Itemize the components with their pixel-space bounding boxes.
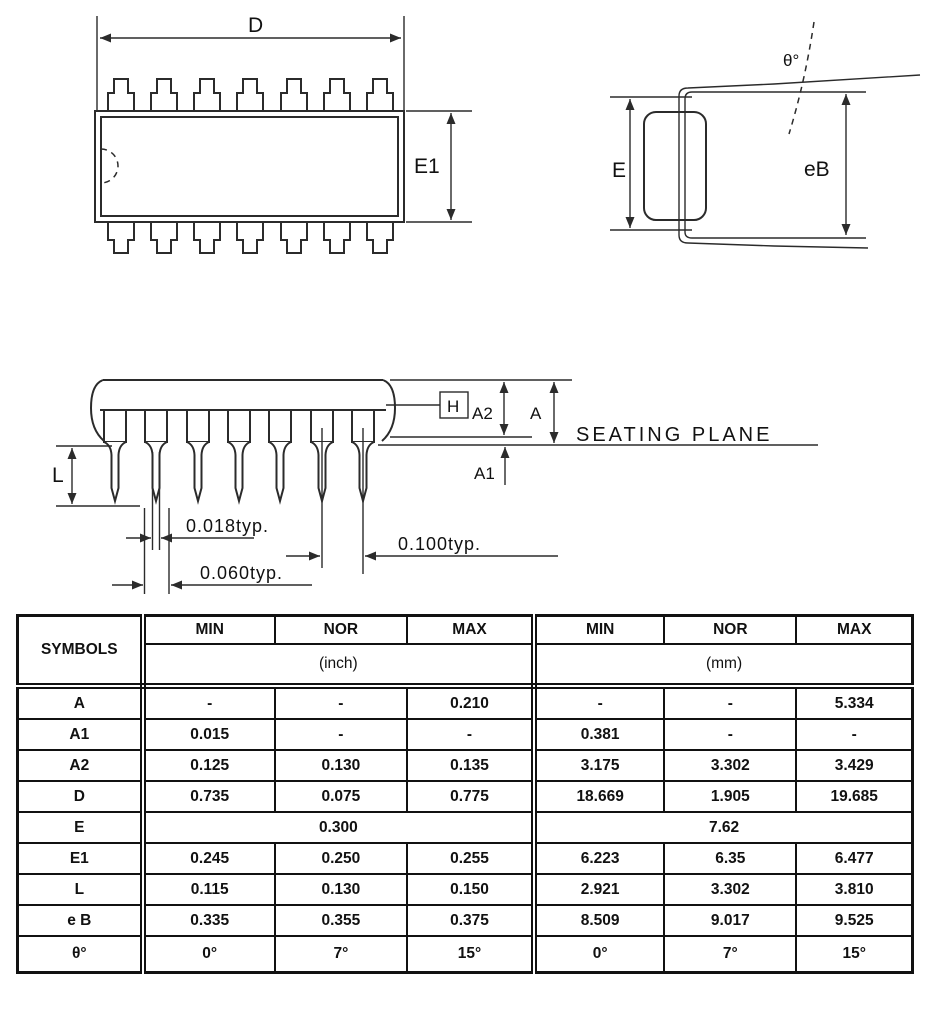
unit-header-mm: (mm) — [534, 644, 912, 686]
symbol-cell: L — [18, 874, 143, 905]
symbol-cell: D — [18, 781, 143, 812]
table-cell: - — [275, 686, 407, 719]
table-cell: - — [407, 719, 534, 750]
symbols-header: SYMBOLS — [18, 616, 143, 687]
table-cell-span: 0.300 — [143, 812, 534, 843]
package-side-view-drawing — [30, 350, 830, 610]
table-cell: 8.509 — [534, 905, 664, 936]
table-cell: 0.355 — [275, 905, 407, 936]
table-cell: - — [534, 686, 664, 719]
table-row-A2 — [18, 750, 913, 781]
table-cell: 0° — [534, 936, 664, 973]
table-cell: 9.525 — [796, 905, 912, 936]
table-cell: 0.250 — [275, 843, 407, 874]
dim-label-A2: A2 — [472, 404, 493, 423]
col-header-nor-inch: NOR — [275, 616, 407, 645]
table-cell: 0.735 — [143, 781, 275, 812]
dim-label-E1: E1 — [414, 155, 440, 178]
table-cell: 6.35 — [664, 843, 796, 874]
table-row-A1 — [18, 719, 913, 750]
table-cell: - — [143, 686, 275, 719]
table-cell: 5.334 — [796, 686, 912, 719]
table-cell: 3.810 — [796, 874, 912, 905]
symbol-cell: A1 — [18, 719, 143, 750]
table-cell: 3.302 — [664, 874, 796, 905]
table-row-E1 — [18, 843, 913, 874]
table-cell: 19.685 — [796, 781, 912, 812]
col-header-max-mm: MAX — [796, 616, 912, 645]
table-row-L — [18, 874, 913, 905]
symbol-cell: E1 — [18, 843, 143, 874]
table-cell: 0.150 — [407, 874, 534, 905]
table-cell: 0° — [143, 936, 275, 973]
dim-label-lead-pitch: 0.100typ. — [398, 534, 482, 554]
symbol-cell: A2 — [18, 750, 143, 781]
table-cell: 0.125 — [143, 750, 275, 781]
table-row-eB — [18, 905, 913, 936]
table-cell: 2.921 — [534, 874, 664, 905]
dim-label-E: E — [612, 159, 627, 182]
table-cell: 3.302 — [664, 750, 796, 781]
bottom-pins — [108, 222, 393, 253]
table-row-D — [18, 781, 913, 812]
package-top-view-drawing — [0, 0, 560, 310]
top-pins — [108, 79, 393, 111]
table-cell: 9.017 — [664, 905, 796, 936]
col-header-min-inch: MIN — [143, 616, 275, 645]
table-cell: 6.477 — [796, 843, 912, 874]
symbol-cell: E — [18, 812, 143, 843]
table-cell: 0.130 — [275, 874, 407, 905]
table-cell: 1.905 — [664, 781, 796, 812]
table-cell: 0.210 — [407, 686, 534, 719]
table-cell: 0.015 — [143, 719, 275, 750]
table-cell: - — [275, 719, 407, 750]
dim-label-D: D — [248, 14, 264, 37]
table-cell: 15° — [407, 936, 534, 973]
table-cell: 0.381 — [534, 719, 664, 750]
dim-label-L: L — [52, 464, 64, 487]
table-cell-span: 7.62 — [534, 812, 912, 843]
table-cell: 0.135 — [407, 750, 534, 781]
table-row-theta — [18, 936, 913, 973]
col-header-min-mm: MIN — [534, 616, 664, 645]
datum-label-H: H — [447, 397, 460, 416]
table-cell: 15° — [796, 936, 912, 973]
table-row-E — [18, 812, 913, 843]
dim-label-shoulder-width: 0.060typ. — [200, 563, 284, 583]
dim-label-eB: eB — [804, 158, 830, 181]
table-row-A — [18, 686, 913, 719]
col-header-max-inch: MAX — [407, 616, 534, 645]
col-header-nor-mm: NOR — [664, 616, 796, 645]
pin1-notch — [101, 149, 118, 183]
table-cell: 6.223 — [534, 843, 664, 874]
seating-plane-label: SEATING PLANE — [576, 424, 773, 446]
table-cell: 7° — [275, 936, 407, 973]
table-cell: - — [664, 719, 796, 750]
table-cell: 3.429 — [796, 750, 912, 781]
table-cell: - — [796, 719, 912, 750]
dimensions-table — [16, 614, 914, 974]
table-cell: 0.775 — [407, 781, 534, 812]
dim-label-lead-width: 0.018typ. — [186, 516, 270, 536]
symbol-cell: A — [18, 686, 143, 719]
leads — [679, 75, 920, 248]
pin-leads — [104, 442, 374, 501]
table-cell: 0.075 — [275, 781, 407, 812]
dim-label-theta: θ° — [783, 51, 800, 70]
table-cell: 0.130 — [275, 750, 407, 781]
package-end-view-drawing — [580, 0, 930, 310]
table-cell: 18.669 — [534, 781, 664, 812]
symbol-cell: θ° — [18, 936, 143, 973]
dim-label-A1: A1 — [474, 464, 495, 483]
table-cell: 0.245 — [143, 843, 275, 874]
table-cell: 3.175 — [534, 750, 664, 781]
table-cell: 0.255 — [407, 843, 534, 874]
table-cell: 0.375 — [407, 905, 534, 936]
pin-shoulders — [104, 410, 374, 442]
table-cell: 0.115 — [143, 874, 275, 905]
unit-header-inch: (inch) — [143, 644, 534, 686]
symbol-cell: e B — [18, 905, 143, 936]
table-cell: - — [664, 686, 796, 719]
table-cell: 7° — [664, 936, 796, 973]
dim-label-A: A — [530, 404, 542, 423]
table-cell: 0.335 — [143, 905, 275, 936]
